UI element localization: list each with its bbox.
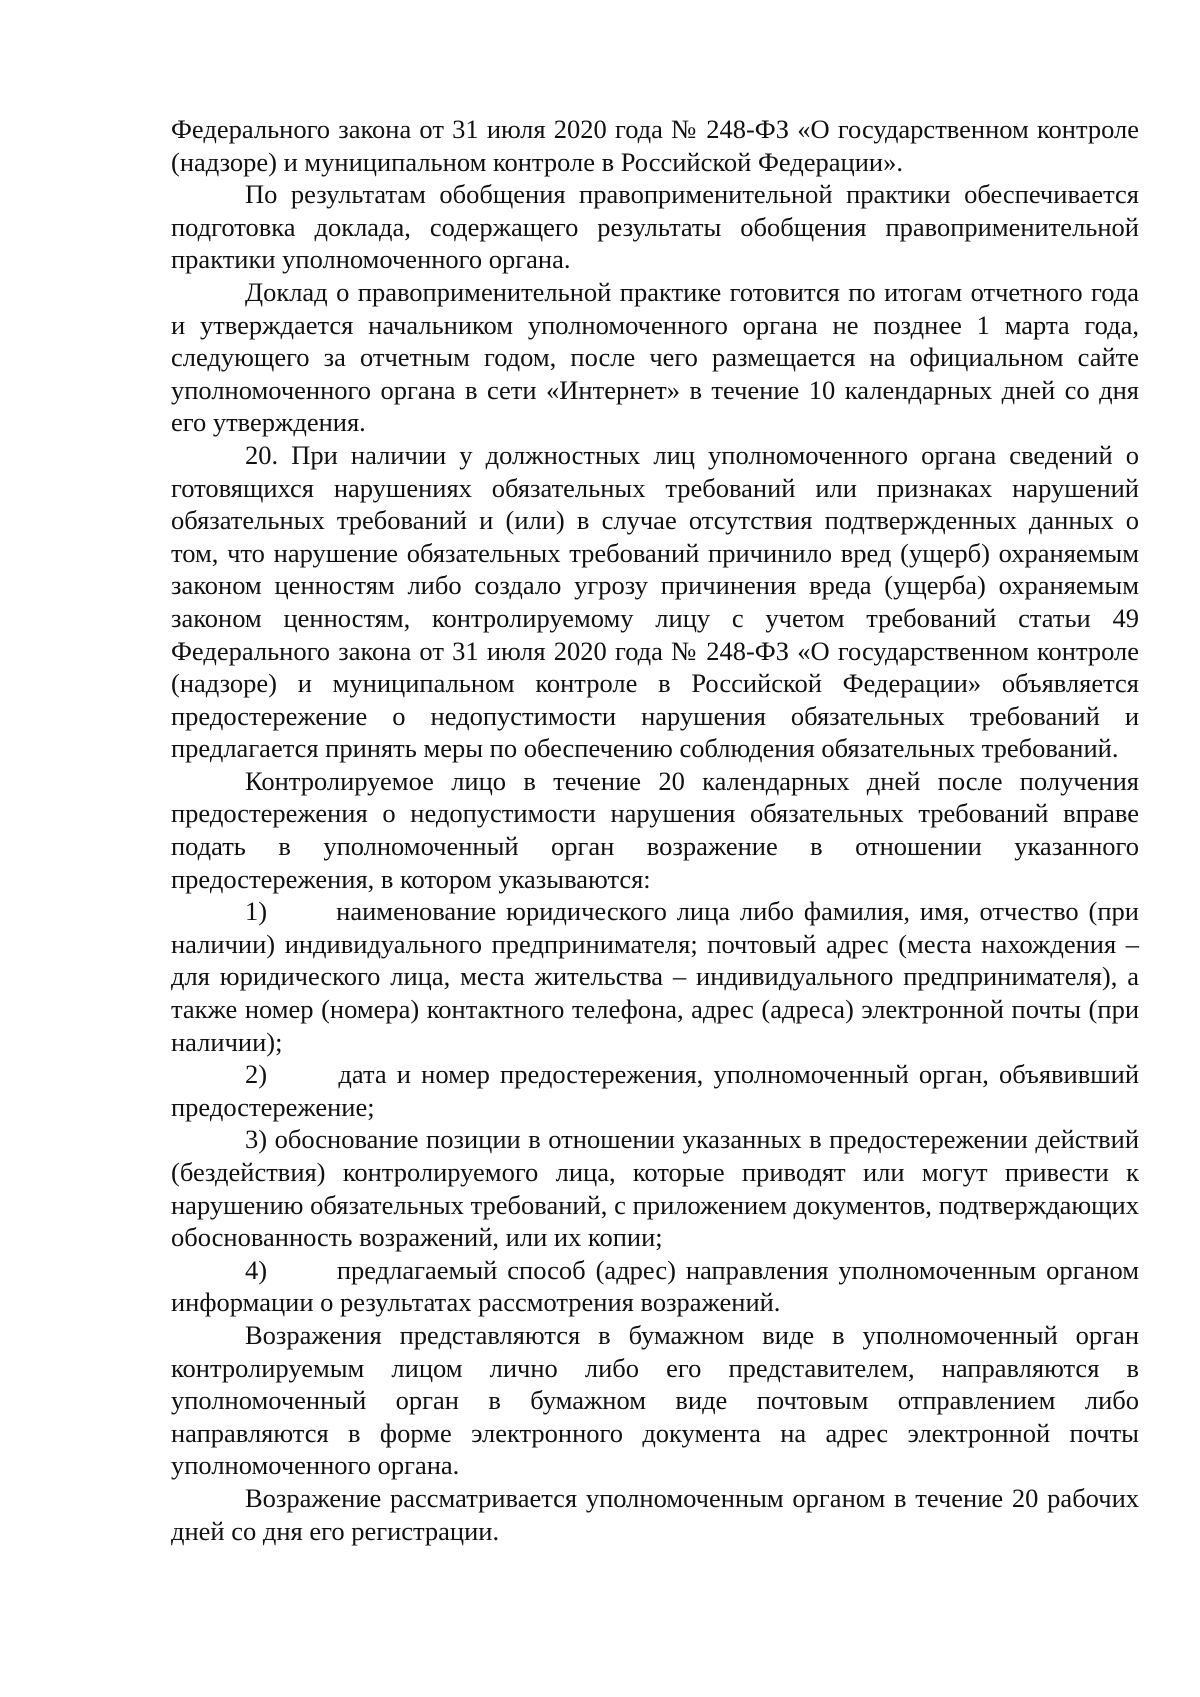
list-item-2: 2) дата и номер предостережения, уполномоченный орган, объявивший предостережение; bbox=[171, 1059, 1139, 1122]
paragraph-objection-submission: Возражения представляются в бумажном виде в уполномоченный орган контролируемым лицом лично либо его представителем, направляются в уполномоченный орган в бумажном виде почтовым отправлением либо направляются в форме электронного документа на адрес электронной почты уполномоченного органа. bbox=[171, 1319, 1139, 1481]
paragraph-objection-review: Возражение рассматривается уполномоченным органом в течение 20 рабочих дней со дня его регистрации. bbox=[171, 1482, 1139, 1546]
list-item-3: 3) обоснование позиции в отношении указанных в предостережении действий (бездействия) контролируемого лица, которые приводят или могут привести к нарушению обязательных требований, с приложением документов, подтверждающих обоснованность возражений, или их копии; bbox=[171, 1124, 1139, 1253]
list-item-4: 4) предлагаемый способ (адрес) направления уполномоченным органом информации о результатах рассмотрения возражений. bbox=[171, 1254, 1139, 1318]
paragraph-objection-right: Контролируемое лицо в течение 20 календарных дней после получения предостережения о недопустимости нарушения обязательных требований вправе подать в уполномоченный орган возражение в отношении указанного предостережения, в котором указываются: bbox=[171, 765, 1139, 894]
paragraph-practice-summary: По результатам обобщения правоприменительной практики обеспечивается подготовка доклада, содержащего результаты обобщения правоприменительной практики уполномоченного органа. bbox=[171, 179, 1139, 275]
paragraph-report: Доклад о правоприменительной практике готовится по итогам отчетного года и утверждается начальником уполномоченного органа не позднее 1 марта года, следующего за отчетным годом, после чего размещается на официальном сайте уполномоченного органа в сети «Интернет» в течение 10 календарных дней со дня его утверждения. bbox=[171, 276, 1139, 438]
paragraph-clause-20: 20. При наличии у должностных лиц уполномоченного органа сведений о готовящихся нарушениях обязательных требований или признаках нарушений обязательных требований и (или) в случае отсутствия подтвержденных данных о том, что нарушение обязательных требований причинило вред (ущерб) охраняемым законом ценностям либо создало угрозу причинения вреда (ущерба) охраняемым законом ценностям, контролируемому лицу с учетом требований статьи 49 Федерального закона от 31 июля 2020 года № 248-ФЗ «О государственном контроле (надзоре) и муниципальном контроле в Российской Федерации» объявляется предостережение о недопустимости нарушения обязательных требований и предлагается принять меры по обеспечению соблюдения обязательных требований. bbox=[171, 439, 1139, 764]
list-item-1: 1) наименование юридического лица либо фамилия, имя, отчество (при наличии) индивидуального предпринимателя; почтовый адрес (места нахождения – для юридического лица, места жительства – индивидуального предпринимателя), а также номер (номера) контактного телефона, адрес (адреса) электронной почты (при наличии); bbox=[171, 896, 1139, 1057]
paragraph-law-reference: Федерального закона от 31 июля 2020 года № 248-ФЗ «О государственном контроле (надзоре) и муниципальном контроле в Российской Федерации». bbox=[171, 114, 1139, 177]
document-body bbox=[171, 113, 1139, 1547]
